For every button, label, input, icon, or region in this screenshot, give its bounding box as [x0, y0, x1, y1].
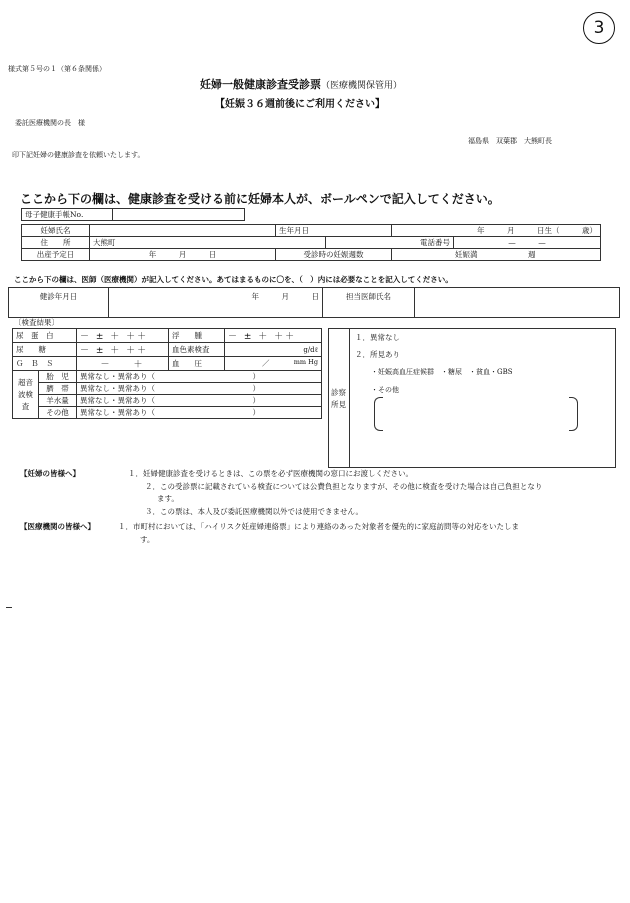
urine-protein-label: 尿 蛋 白 [13, 329, 77, 343]
margin-mark [6, 607, 12, 608]
phone-label: 電話番号 [326, 237, 454, 249]
page-title [200, 76, 402, 92]
weeks-label: 受診時の妊娠週数 [276, 249, 392, 261]
birthdate-label: 生年月日 [276, 225, 392, 237]
doctor-label: 担当医師氏名 [323, 288, 415, 318]
hemoglobin-label: 血色素検査 [169, 343, 225, 357]
clinic-instruction: ここから下の欄は、医師（医療機関）が記入してください。あてはまるものに〇を、（ ）内には必要なことを記入してください。 [14, 275, 453, 284]
urine-sugar-scale[interactable]: － ± ＋ ＋＋ [77, 343, 169, 357]
pregnant-info-table [21, 224, 601, 261]
page-number-badge: 3 [583, 12, 615, 44]
weeks-suffix: 週 [527, 250, 536, 259]
issuer: 福島県 双葉郡 大熊町長 [468, 137, 552, 145]
findings-normal[interactable]: １．異常なし [355, 333, 400, 342]
findings-abnormal-detail[interactable]: ・妊娠高血圧症候群 ・糖尿 ・貧血・GBS [371, 368, 513, 376]
note-to-pregnant-1: １．妊婦健康診査を受けるときは、この票を必ず医療機関の窓口にお渡しください。 [128, 469, 413, 478]
phone-field[interactable]: — — [454, 237, 601, 249]
urine-sugar-label: 尿 糖 [13, 343, 77, 357]
note-to-clinic-1b: す。 [140, 535, 155, 544]
ultrasound-item-label: 胎 児 [39, 371, 77, 383]
handbook-no-field[interactable] [113, 209, 245, 221]
edema-label: 浮 腫 [169, 329, 225, 343]
note-to-clinic-label: 【医療機関の皆様へ】 [20, 522, 95, 531]
bracket-right [569, 397, 578, 431]
gbs-label: Ｇ Ｂ Ｓ [13, 357, 77, 371]
exam-date-label: 健診年月日 [9, 288, 109, 318]
gbs-scale[interactable]: － ＋ [77, 357, 169, 371]
note-to-pregnant-3: ３．この票は、本人及び委託医療機関以外では使用できません。 [145, 507, 363, 516]
weeks-prefix: 妊娠満 [455, 250, 478, 259]
results-table [12, 328, 322, 419]
request-text: 印下記妊婦の健康診査を依頼いたします。 [12, 151, 145, 159]
due-date-label: 出産予定日 [22, 249, 90, 261]
pregnant-instruction: ここから下の欄は、健康診査を受ける前に妊婦本人が、ボールペンで記入してください。 [20, 192, 500, 206]
ultrasound-label: 超音波検査 [13, 371, 39, 419]
addressee: 委託医療機関の長 様 [15, 119, 85, 127]
title-sub: （医療機関保管用） [321, 81, 403, 91]
title-note: 【妊娠３６週前後にご利用ください】 [215, 99, 385, 110]
note-to-clinic-1: １．市町村においては、「ハイリスク妊産婦連絡票」により連絡のあった対象者を優先的に家庭訪問等の対応をいたしま [118, 522, 520, 531]
ultrasound-item-label: 臍 帯 [39, 383, 77, 395]
ultrasound-item-label: その他 [39, 407, 77, 419]
note-to-pregnant-label: 【妊婦の皆様へ】 [20, 469, 80, 478]
bracket-left [374, 397, 383, 431]
address-field[interactable]: 大熊町 [90, 237, 326, 249]
note-to-pregnant-2b: ます。 [157, 494, 179, 503]
bp-unit: mm Hg [293, 358, 318, 366]
doctor-field[interactable] [415, 288, 620, 318]
handbook-no-label: 母子健康手帳No. [22, 209, 113, 221]
name-label: 妊婦氏名 [22, 225, 90, 237]
handbook-number-table [21, 208, 245, 221]
hemoglobin-field[interactable]: g/dℓ [225, 343, 322, 357]
bp-field[interactable] [225, 357, 322, 371]
findings-label-cell [329, 329, 350, 467]
address-label: 住 所 [22, 237, 90, 249]
birthdate-field[interactable]: 年 月 日生（ 歳） [392, 225, 601, 237]
weeks-field[interactable] [392, 249, 601, 261]
findings-label: 診察所見 [331, 388, 346, 409]
ultrasound-item-value[interactable]: 異常なし・異常あり（ ） [77, 407, 322, 419]
bp-label: 血 圧 [169, 357, 225, 371]
bp-separator: ／ [262, 359, 270, 368]
exam-date-field[interactable]: 年 月 日 [109, 288, 323, 318]
form-number: 様式第５号の１（第６条関係） [8, 65, 106, 73]
ultrasound-item-label: 羊水量 [39, 395, 77, 407]
findings-abnormal[interactable]: ２．所見あり [355, 350, 400, 359]
findings-other[interactable]: ・その他 [371, 386, 399, 394]
name-field[interactable] [90, 225, 276, 237]
due-date-field[interactable]: 年 月 日 [90, 249, 276, 261]
ultrasound-item-value[interactable]: 異常なし・異常あり（ ） [77, 371, 322, 383]
ultrasound-item-value[interactable]: 異常なし・異常あり（ ） [77, 395, 322, 407]
results-label: 〔検査結果〕 [14, 318, 59, 327]
urine-protein-scale[interactable]: － ± ＋ ＋＋ [77, 329, 169, 343]
edema-scale[interactable]: － ± ＋ ＋＋ [225, 329, 322, 343]
title-main: 妊婦一般健康診査受診票 [200, 78, 321, 91]
ultrasound-item-value[interactable]: 異常なし・異常あり（ ） [77, 383, 322, 395]
exam-date-table [8, 287, 620, 318]
note-to-pregnant-2: ２．この受診票に記載されている検査については公費負担となりますが、その他に検査を受けた場合は自己負担となり [145, 482, 543, 491]
findings-box [328, 328, 616, 468]
